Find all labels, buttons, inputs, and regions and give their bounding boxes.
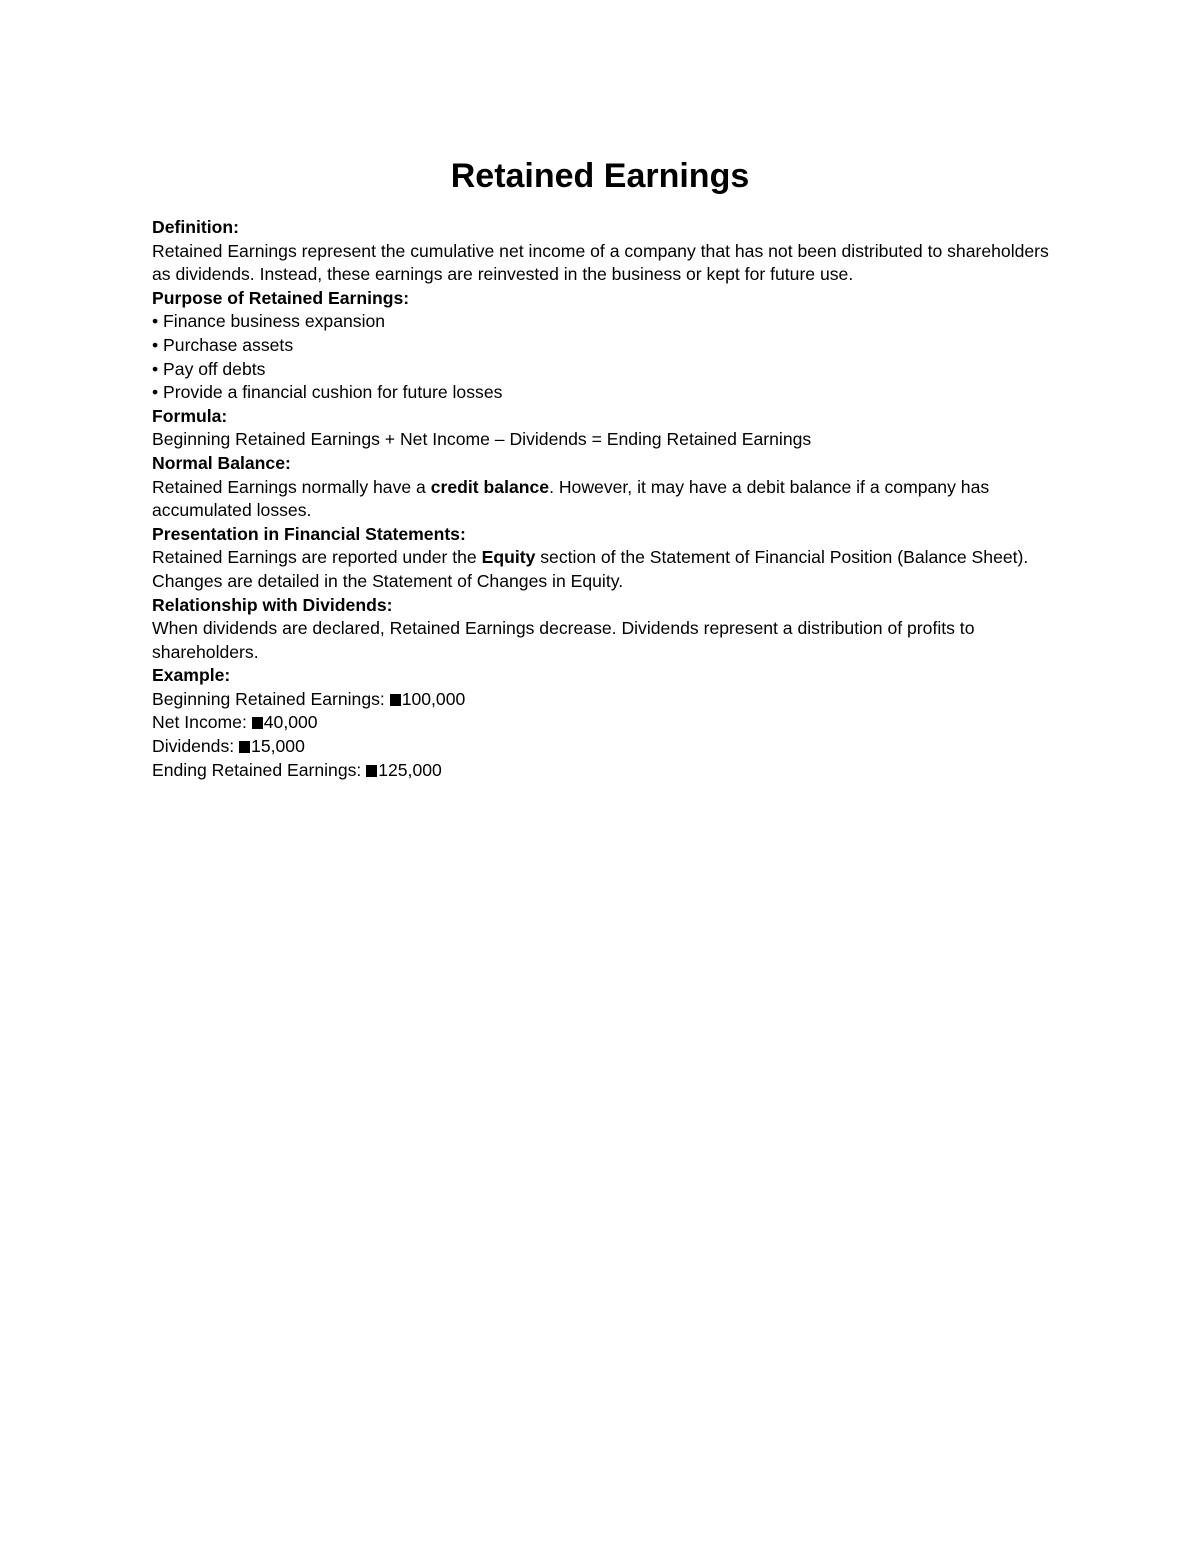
normal-balance-heading: Normal Balance: (152, 452, 291, 473)
presentation-text-after: section of the Statement of Financial Position (Balance Sheet). Changes are detailed in the Statement of Changes in Equity. (152, 547, 1029, 591)
missing-glyph-icon (252, 717, 263, 729)
normal-balance-bold: credit balance (430, 476, 550, 497)
purpose-item: • Provide a financial cushion for future losses (152, 382, 503, 403)
missing-glyph-icon (390, 694, 401, 706)
example-row (152, 688, 1052, 712)
example-row-value: 15,000 (251, 736, 305, 757)
purpose-item: • Pay off debts (152, 358, 266, 379)
formula-heading: Formula: (152, 405, 228, 426)
presentation-bold: Equity (481, 547, 536, 568)
example-row-label: Net Income: (152, 712, 252, 733)
normal-balance-text-before: Retained Earnings normally have a (152, 476, 431, 497)
example-row-label: Ending Retained Earnings: (152, 759, 367, 780)
presentation-text (152, 546, 1052, 593)
relationship-heading: Relationship with Dividends: (152, 594, 393, 615)
definition-heading: Definition: (152, 217, 239, 237)
example-row (152, 735, 1052, 759)
missing-glyph-icon (366, 765, 377, 777)
presentation-text-before: Retained Earnings are reported under the (152, 547, 482, 568)
example-row-value: 40,000 (263, 712, 318, 733)
page-title: Retained Earnings (450, 157, 750, 195)
example-row (152, 759, 1052, 783)
purpose-heading: Purpose of Retained Earnings: (152, 287, 410, 308)
purpose-item: • Purchase assets (152, 334, 294, 355)
example-row-value: 100,000 (401, 688, 466, 709)
normal-balance-text (152, 476, 1052, 523)
normal-balance-text-after: . However, it may have a debit balance if a company has accumulated losses. (152, 476, 990, 521)
definition-text: Retained Earnings represent the cumulative net income of a company that has not been distributed to shareholders as dividends. Instead, these earnings are reinvested in the business or kept for future use. (152, 240, 1049, 285)
purpose-item: • Finance business expansion (152, 311, 386, 332)
example-row-value: 125,000 (378, 759, 442, 780)
relationship-text: When dividends are declared, Retained Earnings decrease. Dividends represent a distribution of profits to shareholders. (152, 618, 975, 662)
missing-glyph-icon (239, 741, 250, 753)
example-row-label: Beginning Retained Earnings: (152, 688, 390, 709)
formula-text: Beginning Retained Earnings + Net Income – Dividends = Ending Retained Earnings (152, 429, 812, 450)
presentation-heading: Presentation in Financial Statements: (152, 523, 466, 544)
example-row-label: Dividends: (152, 736, 240, 757)
document-body (152, 150, 1052, 782)
example-heading: Example: (152, 665, 231, 686)
example-row (152, 711, 1052, 735)
